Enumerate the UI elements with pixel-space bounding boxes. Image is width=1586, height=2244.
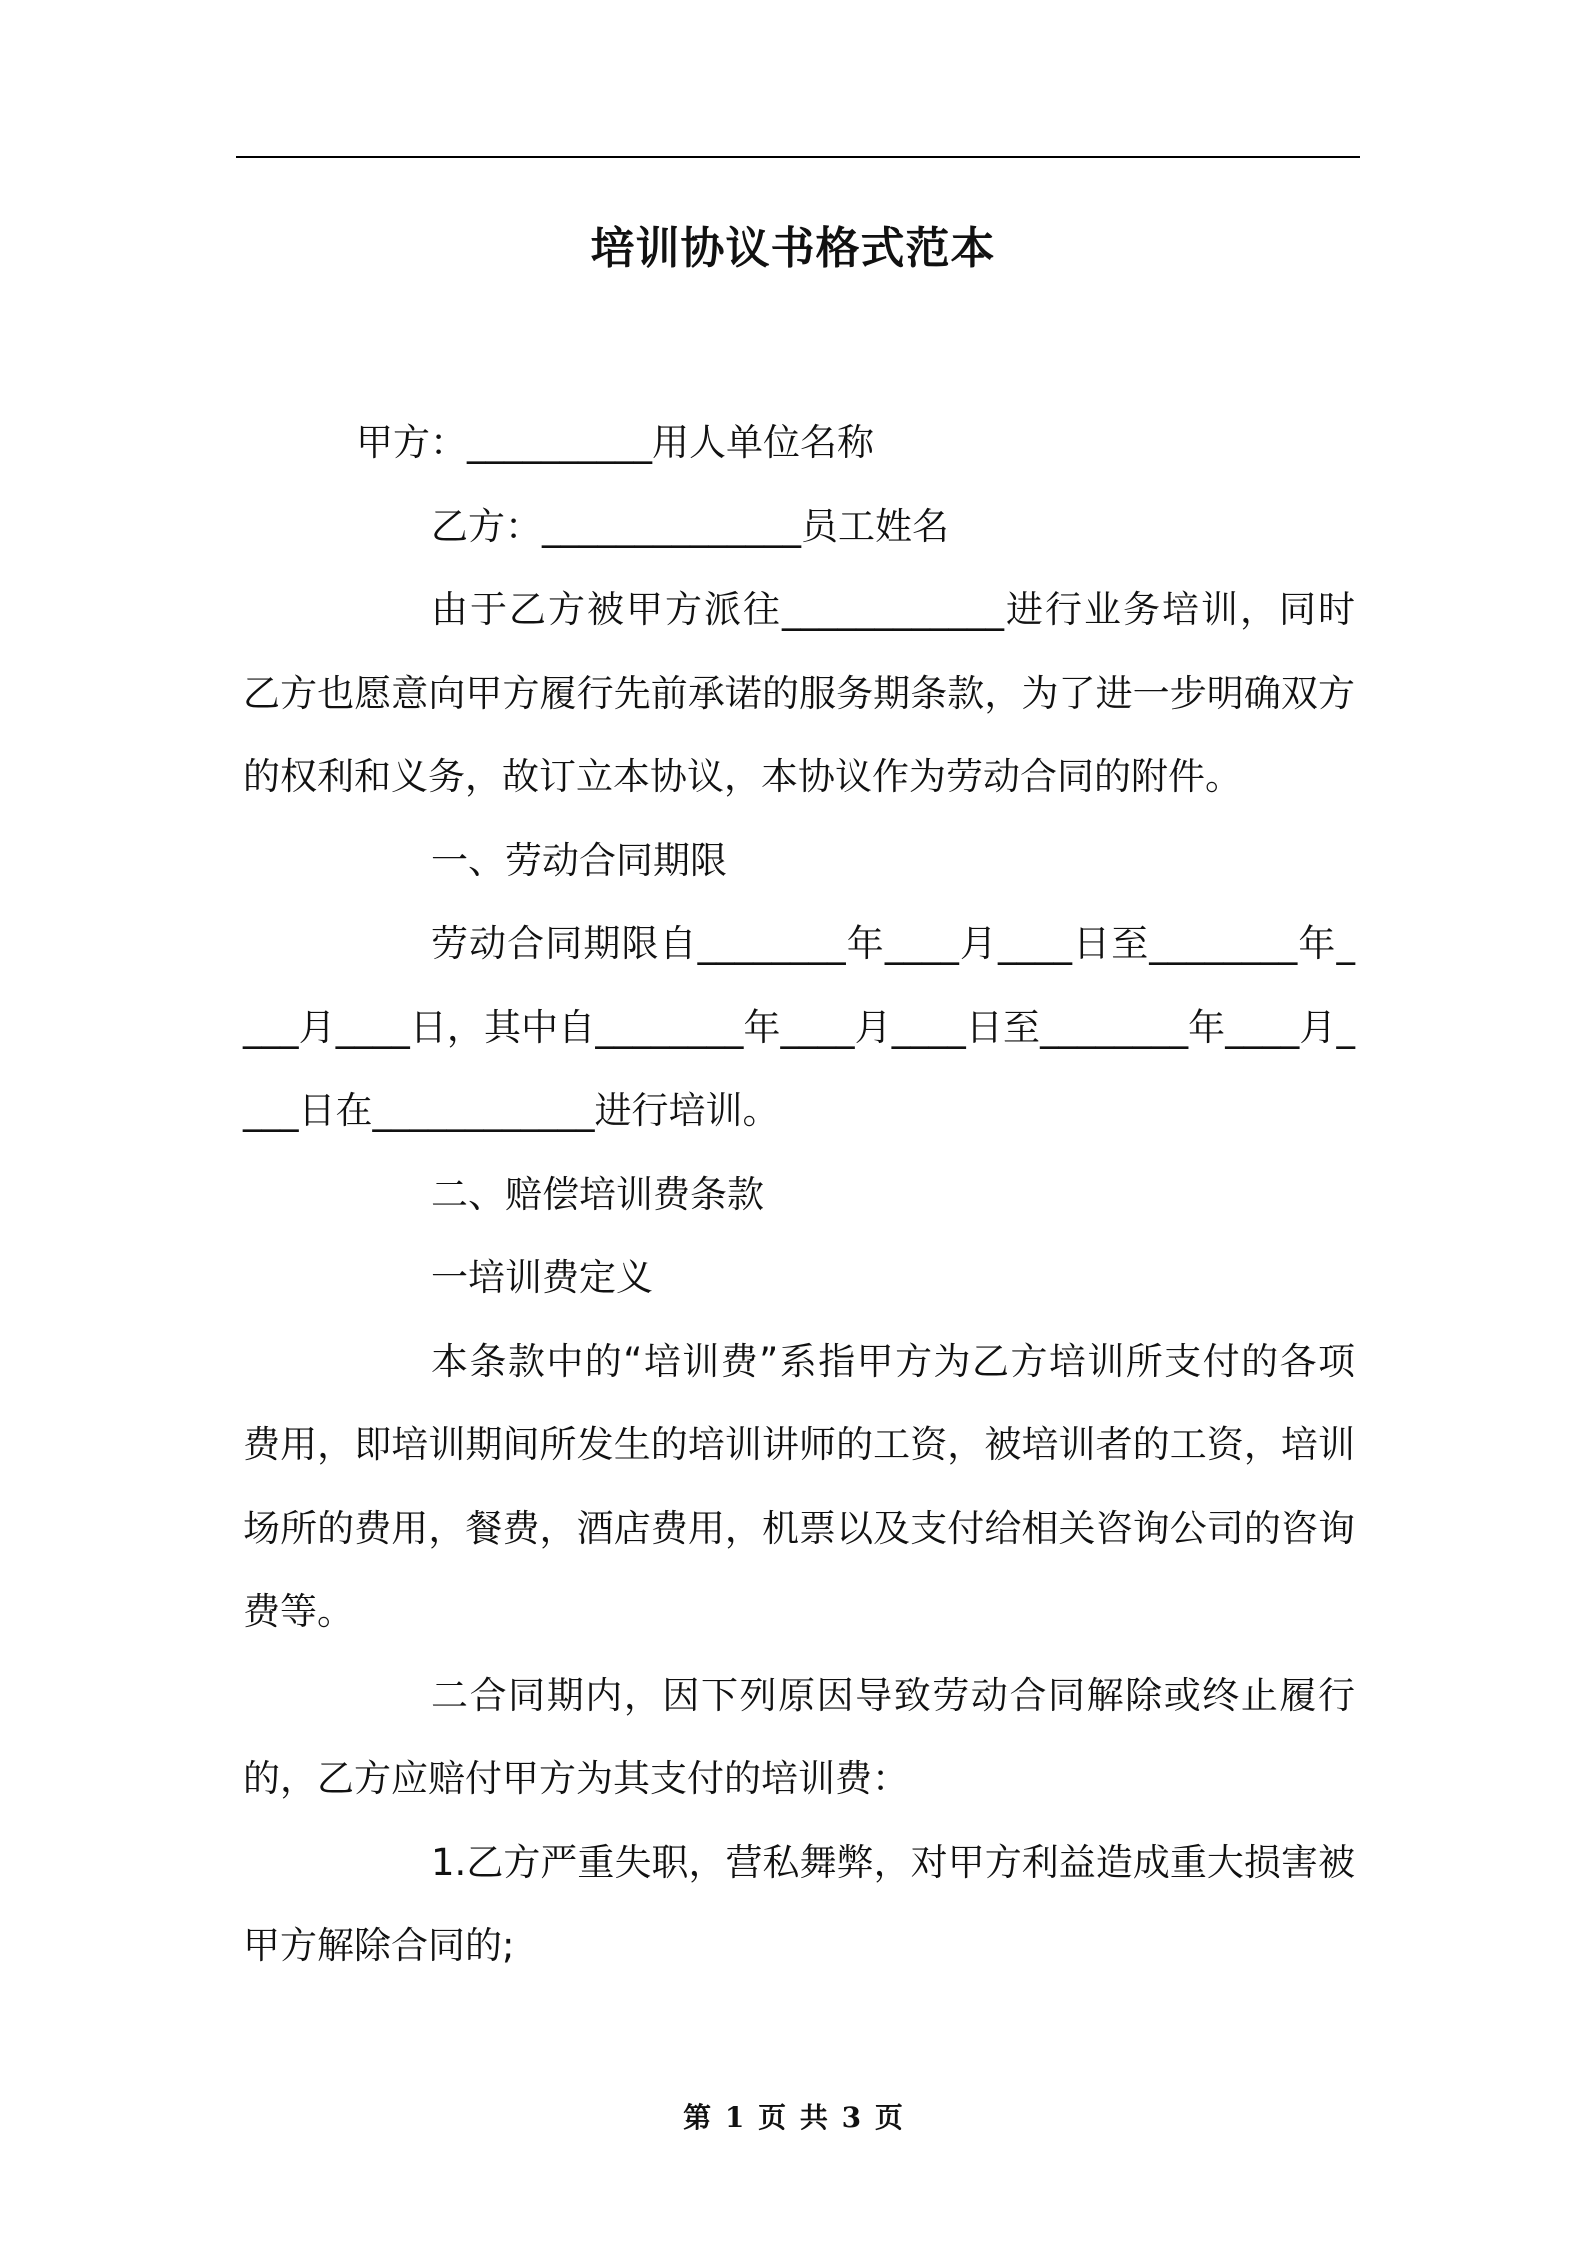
section-heading-compensation: 二、赔偿培训费条款 (431, 1172, 764, 1216)
section-heading-contract-term: 一、劳动合同期限 (431, 838, 727, 882)
contract-term-paragraph: 劳动合同期限自________年____月____日至________年____月____日，其中自________年____月____日至________年____月____日在____________进行培训。 (243, 922, 1355, 1132)
party-a-line: 甲方：__________用人单位名称 (356, 421, 874, 464)
subheading-training-fee-definition: 一培训费定义 (431, 1256, 653, 1299)
party-b-line: 乙方：______________员工姓名 (431, 504, 949, 548)
document-title: 培训协议书格式范本 (590, 223, 996, 274)
intro-paragraph: 由于乙方被甲方派往____________进行业务培训，同时乙方也愿意向甲方履行先前承诺的服务期条款，为了进一步明确双方的权利和义务，故订立本协议，本协议作为劳动合同的附件。 (243, 588, 1355, 798)
document-body (243, 401, 1355, 1988)
page-number-footer: 第 1 页 共 3 页 (683, 2101, 903, 2134)
header-rule (236, 156, 1360, 158)
training-fee-definition-paragraph: 本条款中的“培训费”系指甲方为乙方培训所支付的各项费用，即培训期间所发生的培训讲师的工资，被培训者的工资，培训场所的费用，餐费，酒店费用，机票以及支付给相关咨询公司的咨询费等。 (243, 1339, 1355, 1633)
condition-item-1: 1.乙方严重失职，营私舞弊，对甲方利益造成重大损害被甲方解除合同的; (243, 1840, 1355, 1967)
compensation-conditions-paragraph: 二合同期内，因下列原因导致劳动合同解除或终止履行的，乙方应赔付甲方为其支付的培训费： (243, 1673, 1355, 1800)
